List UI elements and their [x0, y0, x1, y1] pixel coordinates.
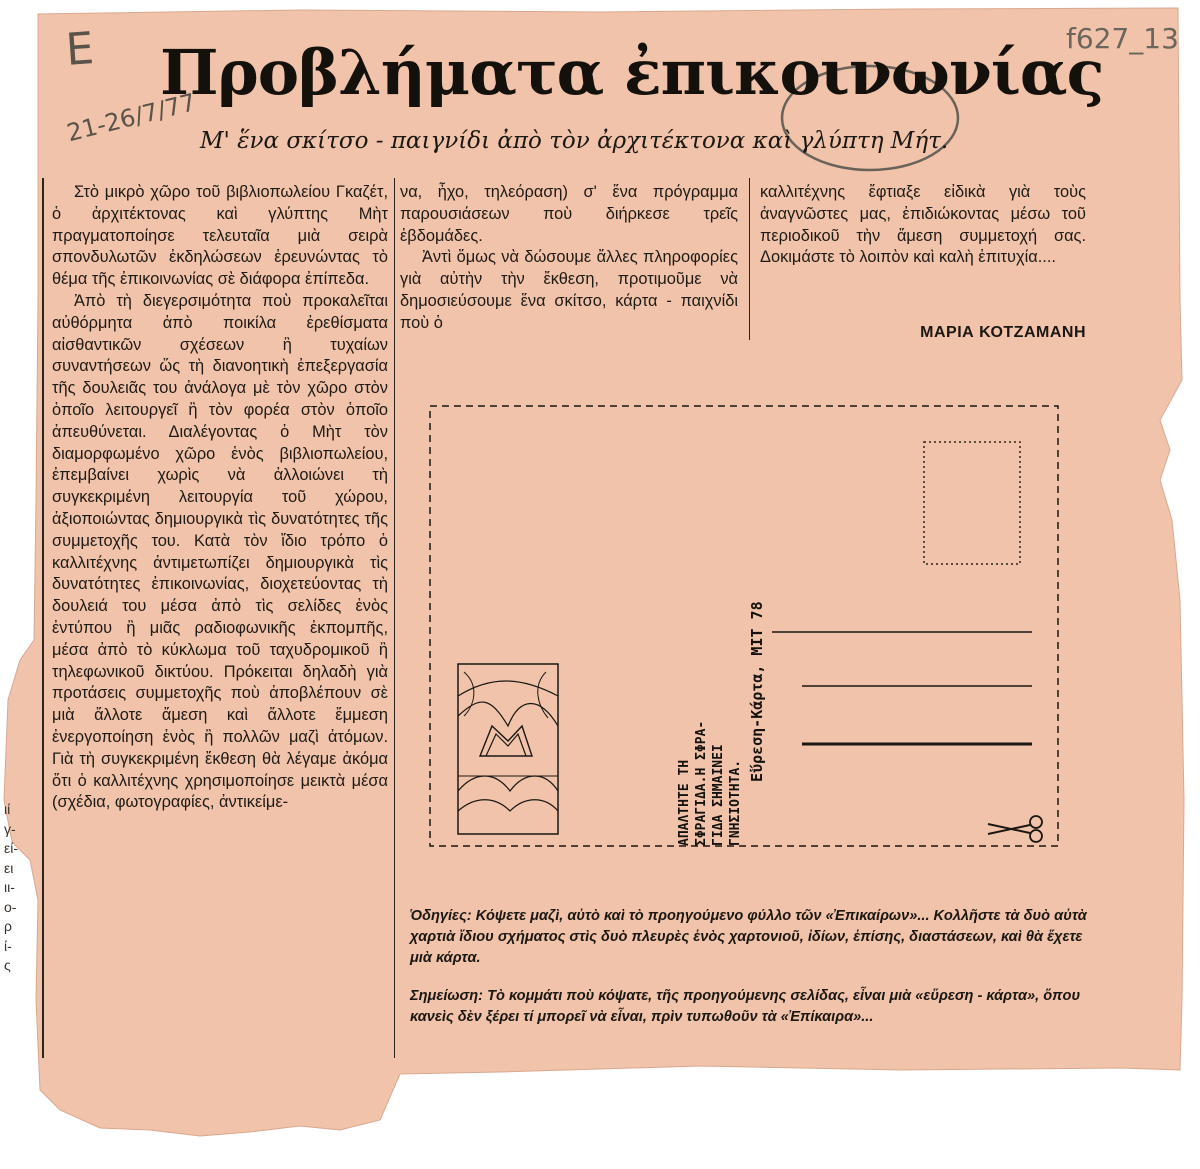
article-column-2	[400, 182, 738, 335]
stamp-note	[676, 656, 744, 846]
instructions-label: Ὁδηγίες:	[410, 908, 472, 924]
note-label: Σημείωση:	[410, 988, 484, 1004]
instructions	[410, 906, 1100, 969]
annotation-date: 21-26/7/77	[64, 88, 199, 148]
article-paragraph-5: καλλιτέχνης ἔφτιαξε εἰδικὰ γιὰ τοὺς ἀναγνῶστες μας, ἐπιδιώκοντας μέσω τοῦ περιοδικοῦ τὴν ἄμεση συμμετοχή σας. Δοκιμάστε τὸ λοιπὸν καὶ καλὴ ἐπιτυχία....	[760, 183, 1086, 267]
article-paragraph-2: Ἀπὸ τὴ διεγερσιμότητα ποὺ προκαλεῖται αὐθόρμητα ἀπὸ ποικίλα ἐρεθίσματα αἰσθαντικῶν σχέσεων ἢ τυχαίων συναντήσεων ὥς τὴ διανοητικὴ ἐπεξεργασία τῆς δουλειᾶς του ἀνάλογα μὲ τὸν χῶρο στὸν ὁποῖο λειτουργεῖ ἢ τὸν φορέα στὸν ὁποῖο ἀπευθύνεται. Διαλέγοντας ὁ Μὴτ τὸν διαμορφωμένο χῶρο ἑνὸς βιβλιοπωλείου, ἐπεμβαίνει χωρὶς νὰ ἀλλοιώνει τὴ συγκεκριμένη λειτουργία τοῦ χώρου, ἀξιοποιώντας δημιουργικὰ τὶς δυνατότητες τῆς συμμετοχῆς του. Κατὰ τὸν ἴδιο τρόπο ὁ καλλιτέχνης ἀντιμετωπίζει δημιουργικὰ τὶς δυνατότητες ἐπικοινωνίας, διοχετεύοντας τὴ δουλειά του μέσα ἀπὸ τὶς σελίδες ἑνὸς ἐντύπου ἢ μιᾶς ραδιοφωνικῆς ἐκπομπῆς, μέσα ἀπὸ τὸ κύκλωμα τοῦ ταχυδρομικοῦ ἢ τηλεφωνικοῦ δικτύου. Πρόκειται δηλαδὴ γιὰ προτάσεις συμμετοχῆς ποὺ ἀποβλέπουν σὲ μιὰ ἄλλοτε ἄμεση καὶ ἄλλοτε ἔμμεση ἐνεργοποίηση ἑνὸς ἢ πολλῶν μαζὶ ἀτόμων. Γιὰ τὴ συγκεκριμένη ἔκθεση θὰ λέγαμε ἀκόμα ὅτι ὁ καλλιτέχνης χρησιμοποίησε μεικτὰ μέσα (σχέδια, φωτογραφίες, ἀντικείμε-	[52, 291, 388, 812]
margin-fragment: ρ	[4, 918, 12, 934]
margin-fragment: ί-	[4, 937, 12, 954]
postcard-label: Εὕρεση-Κάρτα, ΜΙΤ 78	[748, 601, 766, 782]
stamp-note-line-4: ΓΝΗΣΙΟΤΗΤΑ.	[728, 759, 743, 846]
stamp-note-line-1: ΑΠΑΛΤΗΤΕ ΤΗ	[677, 759, 692, 846]
annotation-catalog-id: f627_13	[1066, 22, 1179, 55]
postcard-sketch	[420, 396, 1070, 856]
margin-fragment: ιί	[4, 801, 11, 817]
column-rule-1	[394, 178, 395, 1058]
article-paragraph-1: Στὸ μικρὸ χῶρο τοῦ βιβλιοπωλείου Γκαζέτ, ὁ ἀρχιτέκτονας καὶ γλύπτης Μὴτ πραγματοποίησε τελευταῖα μιὰ σειρὰ σπονδυλωτῶν ἐκδηλώσεων ἐρευνώντας τὸ θέμα τῆς ἐπικοινωνίας σὲ διάφορα ἐπίπεδα.	[52, 183, 388, 289]
margin-fragment: γ-	[4, 820, 16, 837]
margin-fragment: ιι-	[4, 879, 15, 895]
article-paragraph-4: Ἀντὶ ὅμως νὰ δώσουμε ἄλλες πληροφορίες γιὰ αὐτὴν τὴν ἔκθεση, προτιμοῦμε νὰ δημοσιεύσουμε ἕνα σκίτσο, κάρτα - παιχνίδι ποὺ ὁ	[400, 248, 738, 332]
article-column-1	[52, 182, 388, 814]
margin-fragment: ς	[4, 957, 11, 973]
margin-fragments	[4, 800, 44, 976]
stamp-box	[924, 442, 1020, 564]
margin-fragment: ο-	[4, 898, 17, 915]
note-text: Τὸ κομμάτι ποὺ κόψατε, τῆς προηγούμενης σελίδας, εἶναι μιὰ «εὕρεση - κάρτα», ὅπου κανεὶς δὲν ξέρει τί μπορεῖ νὰ εἶναι, πρὶν τυπωθοῦν τὰ «Ἐπίκαιρα»...	[410, 988, 1081, 1025]
instructions-text: Κόψετε μαζὶ, αὐτὸ καὶ τὸ προηγούμενο φύλλο τῶν «Ἐπικαίρων»... Κολλῆστε τὰ δυὸ αὐτὰ χαρτιὰ ἴδιου σχήματος στὶς δυὸ πλευρὲς ἑνὸς χαρτονιοῦ, ἰδίων, ἐπίσης, διαστάσεων, καὶ θὰ ἔχετε μιὰ κάρτα.	[410, 908, 1087, 966]
article-paragraph-3: να, ἦχο, τηλεόραση) σ' ἕνα πρόγραμμα παρουσιάσεων ποὺ διήρκεσε τρεῖς ἑβδομάδες.	[400, 183, 738, 245]
article-title: Προβλήματα ἐπικοινωνίας	[160, 36, 1104, 109]
article-column-3	[760, 182, 1086, 269]
stamp-note-line-3: ΓΙΔΑ ΣΗΜΑΙΝΕΙ	[711, 744, 726, 846]
margin-fragment: εί-	[4, 840, 19, 856]
note	[410, 986, 1100, 1028]
stamp-note-line-2: ΣΦΡΑΓΙΔΑ.Η ΣΦΡΑ-	[694, 720, 709, 846]
sketch-drawing	[458, 664, 558, 834]
article-byline: ΜΑΡΙΑ ΚΟΤΖΑΜΑΝΗ	[920, 324, 1086, 341]
scissors-icon	[988, 816, 1042, 842]
column-rule-2	[749, 178, 750, 340]
margin-fragment: ει	[4, 859, 14, 876]
article-subtitle: Μ' ἕνα σκίτσο - παιγνίδι ἀπὸ τὸν ἀρχιτέκτονα καὶ γλύπτη Μήτ.	[200, 128, 949, 154]
annotation-letter: E	[64, 23, 96, 76]
